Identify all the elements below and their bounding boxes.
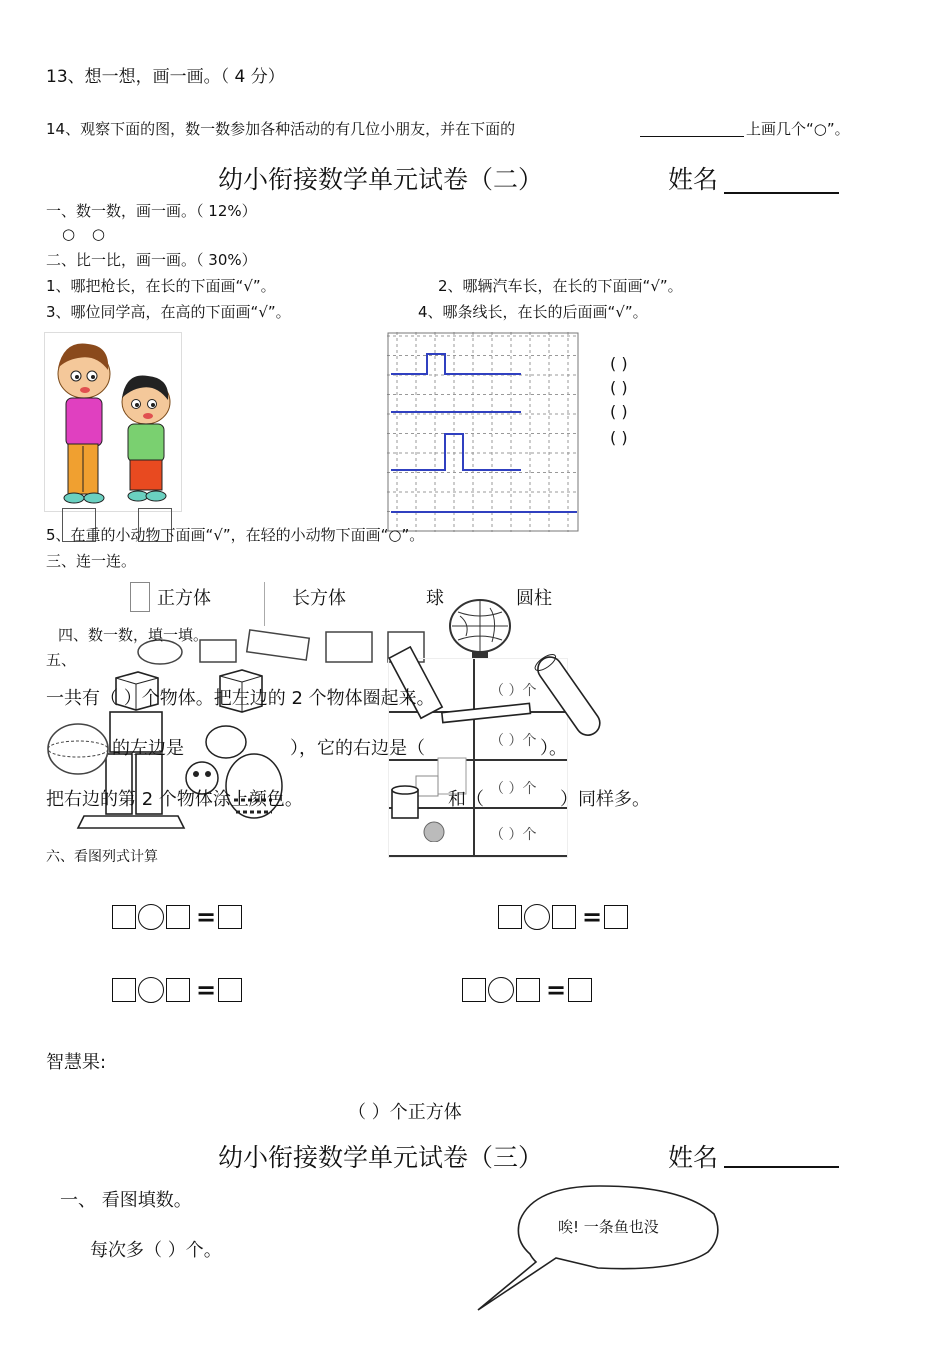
equation-row <box>498 903 628 931</box>
line-grid-figure <box>387 332 579 532</box>
each-more-line: 每次多（ ）个。 <box>90 1240 222 1261</box>
answer-box[interactable] <box>218 978 242 1002</box>
section-5: 五、 <box>46 651 77 669</box>
right-of-line: ），它的右边是（ <box>290 738 425 759</box>
shape-label-cylinder: 圆柱 <box>516 588 552 609</box>
count-cell-2[interactable]: （ ）个 <box>490 733 537 749</box>
question-1: 1、哪把枪长，在长的下面画“√”。 <box>46 277 276 295</box>
answer-paren-3[interactable]: ( ) <box>610 402 628 421</box>
speech-bubble <box>470 1180 730 1320</box>
children-illustration <box>44 332 182 512</box>
answer-box[interactable] <box>218 905 242 929</box>
equation-row <box>112 903 242 931</box>
right-of-line-end: ）。 <box>540 738 567 759</box>
question-14-text: 14、观察下面的图，数一数参加各种活动的有几位小朋友，并在下面的 <box>46 120 516 138</box>
answer-box[interactable] <box>604 905 628 929</box>
same-line-end: ）同样多。 <box>560 789 650 810</box>
sphere-figure <box>46 722 110 776</box>
color-line: 把右边的第 2 个物体涂上颜色。 <box>46 789 303 810</box>
shape-card <box>130 582 150 612</box>
cube-count: （ ）个正方体 <box>348 1102 462 1123</box>
answer-box[interactable] <box>112 978 136 1002</box>
answer-box[interactable] <box>516 978 540 1002</box>
section-6: 六、看图列式计算 <box>46 849 158 865</box>
section-2: 二、比一比，画一画。（ 30%） <box>46 251 257 269</box>
exam-title-3: 幼小衔接数学单元试卷（三） <box>218 1143 544 1172</box>
equation-row <box>462 976 592 1004</box>
section-4: 四、数一数，填一填。 <box>58 626 209 644</box>
equation-row <box>112 976 242 1004</box>
name-blank <box>724 1166 839 1168</box>
question-14-text-end: 上画几个“○”。 <box>746 120 850 138</box>
count-cell-3[interactable]: （ ）个 <box>490 781 537 797</box>
shape-label-cuboid: 长方体 <box>292 588 346 609</box>
question-13: 13、想一想，画一画。（ 4 分） <box>46 67 285 87</box>
question-5: 5、在重的小动物下面画“√”，在轻的小动物下面画“○”。 <box>46 526 425 544</box>
answer-blank <box>640 136 744 137</box>
equals-sign: = <box>582 903 603 931</box>
answer-box[interactable] <box>462 978 486 1002</box>
answer-box[interactable] <box>166 905 190 929</box>
divider <box>264 582 265 626</box>
wisdom-label: 智慧果: <box>46 1052 107 1073</box>
equals-sign: = <box>196 903 217 931</box>
name-label: 姓名 <box>668 1143 719 1172</box>
shape-label-cube: 正方体 <box>157 588 211 609</box>
same-line: 和（ <box>448 789 484 810</box>
operator-circle[interactable] <box>138 977 164 1003</box>
shape-label-sphere: 球 <box>426 588 444 609</box>
answer-box[interactable] <box>166 978 190 1002</box>
count-cell-4[interactable]: （ ）个 <box>490 827 537 843</box>
answer-paren-4[interactable]: ( ) <box>610 428 628 447</box>
answer-paren-1[interactable]: ( ) <box>610 354 628 373</box>
section-1: 一、数一数，画一画。（ 12%） <box>46 202 257 220</box>
name-label: 姓名 <box>668 165 719 194</box>
question-4: 4、哪条线长，在长的后面画“√”。 <box>418 303 648 321</box>
bubble-text: 唉! 一条鱼也没 <box>558 1218 659 1236</box>
operator-circle[interactable] <box>524 904 550 930</box>
section-3: 三、连一连。 <box>46 552 137 570</box>
answer-paren-2[interactable]: ( ) <box>610 378 628 397</box>
section-1-exam3: 一、 看图填数。 <box>60 1190 192 1211</box>
count-line: 一共有（ ）个物体。把左边的 2 个物体圈起来。 <box>46 688 435 709</box>
question-3: 3、哪位同学高，在高的下面画“√”。 <box>46 303 291 321</box>
question-2: 2、哪辆汽车长，在长的下面画“√”。 <box>438 277 683 295</box>
answer-box[interactable] <box>498 905 522 929</box>
equals-sign: = <box>546 976 567 1004</box>
operator-circle[interactable] <box>488 977 514 1003</box>
answer-box[interactable] <box>112 905 136 929</box>
count-cell-1[interactable]: （ ）个 <box>490 683 537 699</box>
answer-box[interactable] <box>552 905 576 929</box>
exam-title-2: 幼小衔接数学单元试卷（二） <box>218 165 544 194</box>
left-of-line: 的左边是 <box>112 738 184 759</box>
name-blank <box>724 192 839 194</box>
circles-row: ○ ○ <box>62 225 111 243</box>
equals-sign: = <box>196 976 217 1004</box>
answer-box[interactable] <box>568 978 592 1002</box>
operator-circle[interactable] <box>138 904 164 930</box>
